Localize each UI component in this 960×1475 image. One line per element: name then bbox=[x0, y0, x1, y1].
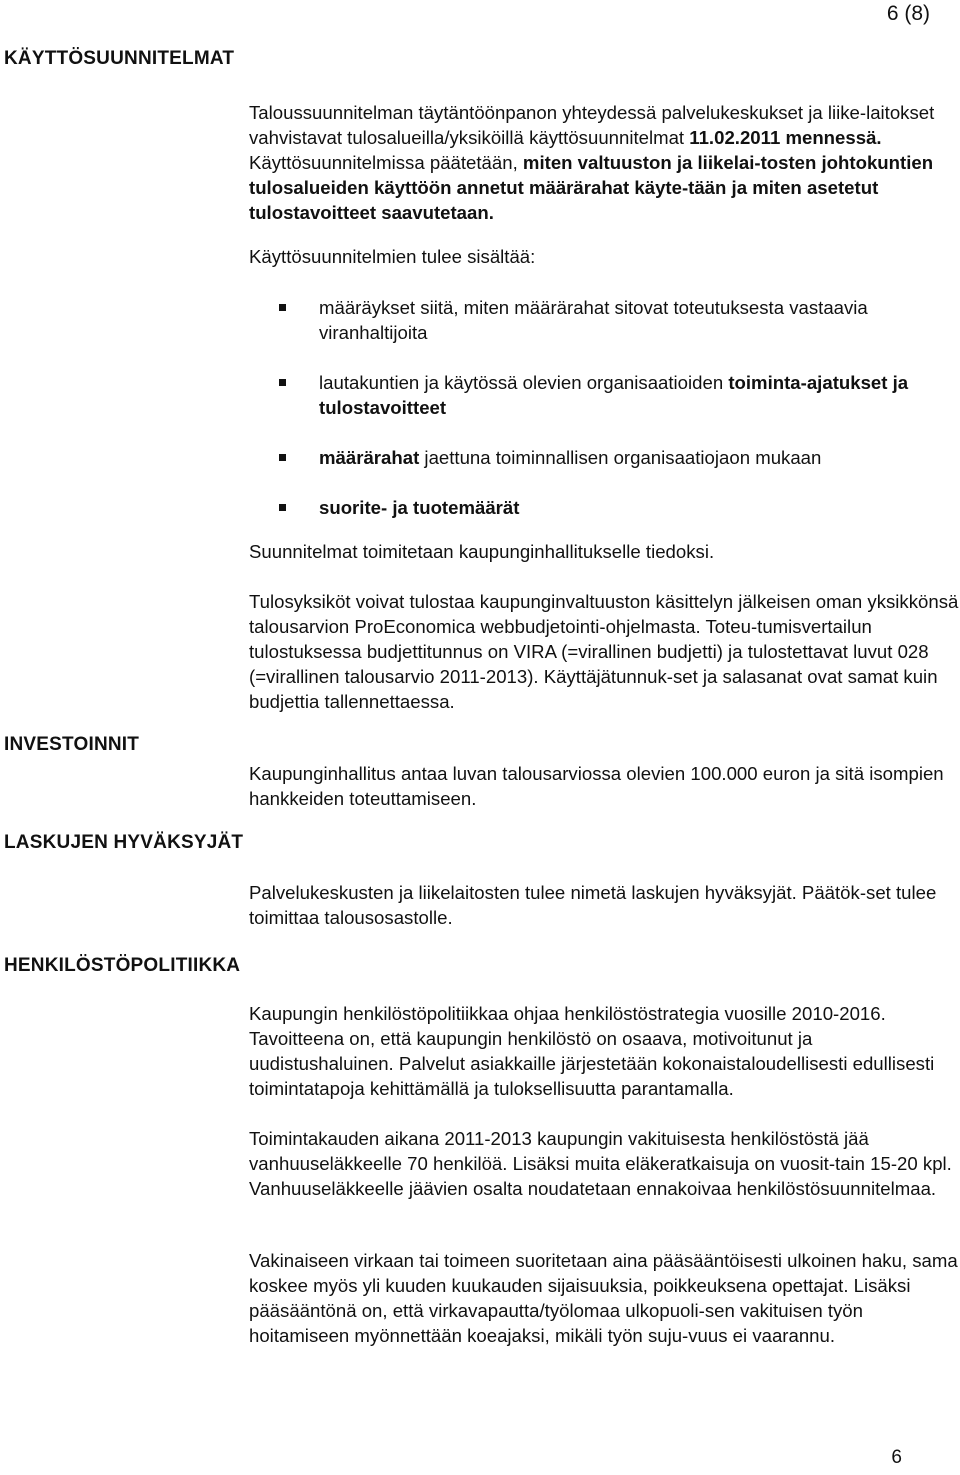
section-heading-investoinnit: INVESTOINNIT bbox=[4, 734, 140, 755]
page-number-top: 6 (8) bbox=[886, 2, 930, 25]
list-item bbox=[249, 370, 949, 420]
list-item-bold-text: määrärahat bbox=[319, 447, 420, 468]
text-span: Taloussuunnitelman täytäntöönpanon yhteydessä palvelukeskukset ja liike-laitokset vahvistavat tulosalueilla/yksiköillä käyttösuunnitelmat bbox=[249, 102, 935, 148]
square-bullet-icon bbox=[279, 304, 286, 311]
list-item bbox=[249, 445, 949, 470]
list-item-text: lautakuntien ja käytössä olevien organisaatioiden bbox=[319, 372, 729, 393]
section-heading-kayttosuunnitelmat: KÄYTTÖSUUNNITELMAT bbox=[4, 48, 235, 69]
henkilostopolitiikka-paragraph-3: Vakinaiseen virkaan tai toimeen suoritetaan aina pääsääntöisesti ulkoinen haku, sama koskee myös yli kuuden kuukauden sijaisuuksia, poikkeuksena opettajat. Lisäksi pääsääntönä on, että virkavapautta/työlomaa ulkopuoli-sen vakituisen työn hoitamiseen myönnettään koeajaksi, mikäli työn suju-vuus ei vaarannu. bbox=[249, 1250, 958, 1346]
investoinnit-paragraph: Kaupunginhallitus antaa luvan talousarviossa olevien 100.000 euron ja sitä isompien hankkeiden toteuttamiseen. bbox=[249, 763, 944, 809]
kayttosuunnitelmat-paragraph-3: Suunnitelmat toimitetaan kaupunginhallitukselle tiedoksi. bbox=[249, 541, 715, 562]
square-bullet-icon bbox=[279, 379, 286, 386]
laskujen-hyvaksyjat-paragraph: Palvelukeskusten ja liikelaitosten tulee nimetä laskujen hyväksyjät. Päätök-set tulee toimittaa talousosastolle. bbox=[249, 882, 937, 928]
list-item bbox=[249, 495, 949, 520]
section-heading-henkilostopolitiikka: HENKILÖSTÖPOLITIIKKA bbox=[4, 955, 241, 976]
henkilostopolitiikka-paragraph-2: Toimintakauden aikana 2011-2013 kaupungin vakituisesta henkilöstöstä jää vanhuuseläkkeelle 70 henkilöä. Lisäksi muita eläkeratkaisuja on vuosit-tain 15-20 kpl. Vanhuuseläkkeelle jäävien osalta noudatetaan ennakoivaa henkilöstösuunnitelmaa. bbox=[249, 1128, 952, 1199]
bold-date: 11.02.2011 mennessä. bbox=[689, 127, 882, 148]
list-item bbox=[249, 295, 949, 345]
henkilostopolitiikka-paragraph-1: Kaupungin henkilöstöpolitiikkaa ohjaa henkilöstöstrategia vuosille 2010-2016. Tavoitteena on, että kaupungin henkilöstö on osaava, motivoitunut ja uudistushaluinen. Palvelut asiakkaille järjestetään kokonaistaloudellisesti edullisesti toimintatapoja kehittämällä ja tuloksellisuutta parantamalla. bbox=[249, 1003, 935, 1099]
square-bullet-icon bbox=[279, 454, 286, 461]
bold-text: miten valtuuston ja liikelai-tosten johtokuntien tulosalueiden käyttöön annetut määrärahat käyte-tään ja miten asetetut tulostavoitteet saavutetaan. bbox=[249, 152, 934, 223]
kayttosuunnitelmat-paragraph-2: Käyttösuunnitelmien tulee sisältää: bbox=[249, 246, 536, 267]
kayttosuunnitelmat-paragraph-1 bbox=[249, 100, 959, 225]
list-item-text: jaettuna toiminnallisen organisaatiojaon mukaan bbox=[419, 447, 822, 468]
text-span: Käyttösuunnitelmissa päätetään, bbox=[249, 152, 523, 173]
kayttosuunnitelmat-paragraph-4: Tulosyksiköt voivat tulostaa kaupunginvaltuuston käsittelyn jälkeisen oman yksikkönsä talousarvion ProEconomica webbudjetointi-ohjelmasta. Toteu-tumisvertailun tulostuksessa budjettitunnus on VIRA (=virallinen budjetti) ja tulostettavat luvut 028 (=virallinen talousarvio 2011-2013). Käyttäjätunnuk-set ja salasanat ovat samat kuin budjettia tallennettaessa. bbox=[249, 591, 959, 712]
page-number-bottom: 6 bbox=[891, 1447, 902, 1468]
list-item-bold-text: toiminta-ajatukset ja tulostavoitteet bbox=[319, 372, 909, 418]
contents-bullet-list bbox=[249, 295, 949, 520]
list-item-text: määräykset siitä, miten määrärahat sitovat toteutuksesta vastaavia viranhaltijoita bbox=[319, 297, 868, 343]
square-bullet-icon bbox=[279, 504, 286, 511]
section-heading-laskujen-hyvaksyjat: LASKUJEN HYVÄKSYJÄT bbox=[4, 832, 244, 853]
list-item-bold-text: suorite- ja tuotemäärät bbox=[319, 497, 520, 518]
